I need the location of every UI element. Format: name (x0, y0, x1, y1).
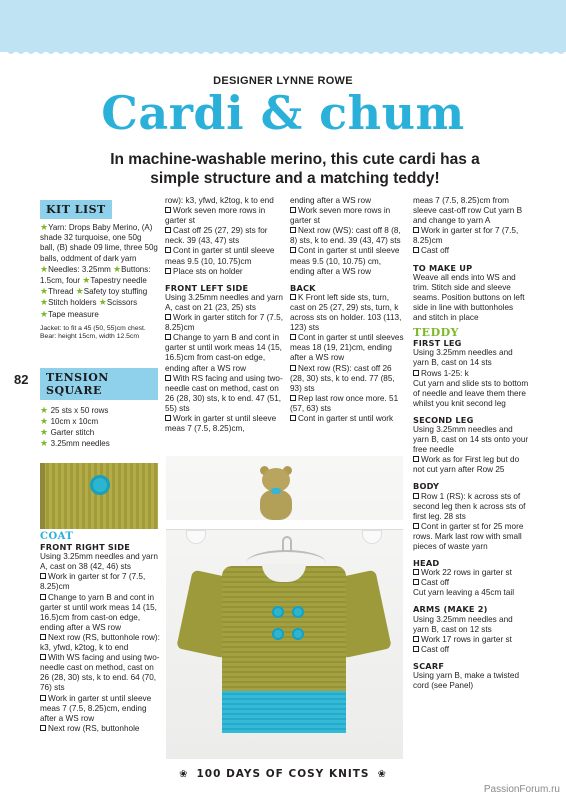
checkbox-icon (290, 365, 296, 371)
checkbox-icon (413, 523, 419, 529)
star-icon: ★ (40, 297, 49, 308)
coat-heading: COAT (40, 531, 74, 542)
step: Work in garter st until sleeve meas 7 (7.5, 8.25)cm, ending after a WS row (40, 693, 152, 723)
step: Work in garter st for 7 (7.5, 8.25)cm (40, 572, 146, 592)
checkbox-icon (290, 395, 296, 401)
checkbox-icon (165, 334, 171, 340)
checkbox-icon (165, 268, 171, 274)
checkbox-icon (165, 415, 171, 421)
step: Cont in garter st until work (290, 414, 404, 424)
checkbox-icon (40, 654, 46, 660)
checkbox-icon (413, 569, 419, 575)
footer-title: 100 DAYS OF COSY KNITS (196, 768, 370, 780)
step: Work seven more rows in garter st (290, 206, 391, 226)
star-icon: ★ (75, 286, 84, 297)
column-3 (290, 196, 404, 424)
flower-icon: ❀ (377, 769, 387, 780)
column-1 (40, 532, 162, 734)
page-number: 82 (14, 372, 29, 387)
step: Next row (RS, buttonhole (40, 724, 162, 734)
tension-item: ★ 25 sts x 50 rows (40, 405, 109, 415)
checkbox-icon (40, 573, 46, 579)
checkbox-icon (413, 247, 419, 253)
step: Row 1 (RS): k across sts of second leg then k across sts of first leg. 28 sts (413, 491, 526, 521)
star-icon: ★ (40, 222, 49, 232)
head-heading: HEAD (413, 558, 440, 569)
arms-heading: ARMS (MAKE 2) (413, 604, 488, 615)
step: Cont in garter st until sleeves meas 18 (19, 21)cm, ending after a WS row (290, 333, 404, 363)
button-detail-photo (40, 463, 158, 529)
make-up-text: Weave all ends into WS and trim. Stitch side and sleeve seams. Position buttons on left side in line with buttonholes and stitch in place (413, 272, 525, 323)
second-leg-intro: Using 3.25mm needles and yarn B, cast on 14 sts onto your free needle (413, 424, 529, 455)
continued-text: meas 7 (7.5, 8.25)cm from sleeve cast-off row Cut yarn B and change to yarn A (413, 196, 523, 226)
star-icon: ★ (40, 286, 49, 297)
page-title: Cardi & chum (101, 86, 465, 140)
star-icon: ★ (98, 297, 107, 308)
kit-item: Buttons: 1.5cm, four (40, 264, 151, 286)
first-leg-heading: FIRST LEG (413, 338, 462, 349)
teddy-heading: TEDDY (413, 326, 460, 340)
cardigan-illustration (184, 566, 384, 736)
step: Rows 1-25: k (413, 369, 529, 379)
front-right-intro: Using 3.25mm needles and yarn A, cast on 38 (42, 46) sts (40, 552, 158, 572)
checkbox-icon (165, 227, 171, 233)
checkbox-icon (165, 375, 171, 381)
checkbox-icon (413, 646, 419, 652)
step: K Front left side sts, turn, cast on 25 (27, 29) sts, turn, k across sts on holder. 103 (113, 123) sts (290, 292, 402, 333)
checkbox-icon (290, 227, 296, 233)
kit-list-box (40, 200, 158, 342)
checkbox-icon (290, 207, 296, 213)
front-right-heading: FRONT RIGHT SIDE (40, 542, 131, 553)
head-outro: Cut yarn leaving a 45cm tail (413, 588, 515, 598)
step: Cast off (413, 645, 529, 655)
kit-list-heading: KIT LIST (40, 200, 112, 219)
step: With RS facing and using two-needle cast on method, cast on 26 (28, 30) sts, k to end. 47 (51, 55) sts (165, 373, 283, 413)
checkbox-icon (290, 334, 296, 340)
size-note: Jacket: to fit a 45 (50, 55)cm chest. Bear: height 15cm, width 12.5cm (40, 324, 146, 341)
flower-icon: ❀ (179, 769, 189, 780)
checkbox-icon (290, 415, 296, 421)
body-heading: BODY (413, 481, 440, 492)
step: Cast off 25 (27, 29) sts for neck. 39 (43, 47) sts (165, 226, 268, 246)
step: Work in garter st for 7 (7.5, 8.25)cm (413, 226, 519, 246)
button-icon (292, 628, 304, 640)
kit-list-items (40, 222, 158, 320)
kit-item: Tape measure (48, 309, 99, 319)
page-footer (0, 768, 566, 780)
step: Rep last row once more. 51 (57, 63) sts (290, 393, 399, 413)
designer-label: DESIGNER (213, 75, 273, 87)
scarf-text: Using yarn B, make a twisted cord (see Panel) (413, 671, 520, 691)
step: Work as for First leg but do not cut yarn after Row 25 (413, 455, 520, 475)
step: Change to yarn B and cont in garter st until work meas 14 (15, 16.5)cm from cast-on edge, ending after a WS row (165, 333, 282, 373)
star-icon: ★ (40, 263, 49, 274)
tension-item: ★ Garter stitch (40, 427, 95, 437)
step: Work 22 rows in garter st (413, 568, 529, 578)
tension-item: ★ 10cm x 10cm (40, 416, 99, 426)
cardigan-photo (166, 456, 403, 759)
continued-text: row): k3, yfwd, k2tog, k to end (165, 196, 274, 205)
step: Next row (RS, buttonhole row): k3, yfwd, k2tog, k to end (40, 632, 160, 653)
second-leg-heading: SECOND LEG (413, 414, 474, 425)
button-icon (272, 628, 284, 640)
star-icon: ★ (40, 438, 51, 448)
checkbox-icon (40, 634, 46, 640)
checkbox-icon (290, 247, 296, 253)
tension-list (40, 405, 158, 449)
column-2 (165, 196, 283, 434)
button-icon (90, 475, 110, 495)
designer-name: LYNNE ROWE (276, 75, 353, 87)
checkbox-icon (413, 227, 419, 233)
page-subtitle: In machine-washable merino, this cute cardi has a simple structure and a matching teddy! (110, 151, 480, 187)
tension-box (40, 368, 158, 449)
step: Next row (WS): cast off 8 (8, 8) sts, k to end. 39 (43, 47) sts (290, 226, 401, 246)
first-leg-outro: Cut yarn and slide sts to bottom of needle and leave them there whilst you knit second leg (413, 378, 529, 408)
button-icon (272, 606, 284, 618)
tension-heading: TENSION SQUARE (40, 368, 158, 400)
checkbox-icon (165, 247, 171, 253)
arms-intro: Using 3.25mm needles and yarn B, cast on 12 sts (413, 614, 513, 634)
star-icon: ★ (82, 275, 91, 286)
scallop-border (0, 46, 566, 58)
step: Work in garter st until sleeve meas 7 (7.5, 8.25)cm, (165, 413, 277, 434)
star-icon: ★ (113, 263, 122, 274)
step: Place sts on holder (165, 267, 283, 277)
step: Cont in garter st until sleeve meas 9.5 (10, 10.75)cm (165, 246, 275, 266)
checkbox-icon (413, 636, 419, 642)
kit-item: Scissors (106, 298, 138, 308)
continued-text: ending after a WS row (290, 196, 372, 205)
step: With WS facing and using two-needle cast on method, cast on 26 (28, 30) sts, k to end. 64 (70, 76) sts (40, 653, 160, 693)
watermark: PassionForum.ru (483, 784, 560, 795)
step: Work in garter stitch for 7 (7.5, 8.25)cm (165, 313, 283, 333)
scarf-heading: SCARF (413, 660, 445, 671)
checkbox-icon (413, 456, 419, 462)
teddy-bear-icon (256, 466, 296, 521)
checkbox-icon (290, 294, 296, 300)
step: Cast off (413, 246, 529, 256)
kit-item: Yarn: Drops Baby Merino, (A) shade 32 turquoise, one 50g ball, (B) shade 09 lime, three 50g balls, oddment of dark yarn (40, 223, 158, 263)
checkbox-icon (413, 493, 419, 499)
kit-item: Thread (48, 287, 74, 297)
back-heading: BACK (290, 282, 316, 293)
checkbox-icon (40, 594, 46, 600)
kit-item: Safety toy stuffing (83, 287, 148, 297)
shelf (166, 520, 403, 530)
checkbox-icon (165, 207, 171, 213)
checkbox-icon (40, 695, 46, 701)
front-left-intro: Using 3.25mm needles and yarn A, cast on 21 (23, 25) sts (165, 292, 283, 312)
tension-item: ★ 3.25mm needles (40, 438, 110, 448)
column-4 (413, 196, 529, 691)
step: Cast off (413, 578, 529, 588)
step: Work seven more rows in garter st (165, 206, 266, 226)
front-left-heading: FRONT LEFT SIDE (165, 282, 249, 293)
star-icon: ★ (40, 308, 49, 319)
star-icon: ★ (40, 405, 51, 415)
step: Cont in garter st until sleeve meas 9.5 (10, 10.75) cm, ending after a WS row (290, 246, 400, 276)
star-icon: ★ (40, 427, 51, 437)
kit-item: Tapestry needle (90, 276, 147, 286)
checkbox-icon (413, 579, 419, 585)
top-decorative-band (0, 0, 566, 52)
step: Cont in garter st for 25 more rows. Mark last row with small pieces of waste yarn (413, 521, 524, 551)
step: Work 17 rows in garter st (413, 635, 529, 645)
step: Change to yarn B and cont in garter st until work meas 14 (15, 16.5)cm from cast-on edge, ending after a WS row (40, 592, 157, 632)
checkbox-icon (165, 314, 171, 320)
star-icon: ★ (40, 416, 51, 426)
make-up-heading: TO MAKE UP (413, 262, 473, 273)
kit-item: Needles: 3.25mm (48, 264, 111, 274)
kit-item: Stitch holders (48, 298, 97, 308)
step: Next row (RS): cast off 26 (28, 30) sts, k to end. 77 (85, 93) sts (290, 363, 395, 393)
checkbox-icon (40, 725, 46, 731)
checkbox-icon (413, 370, 419, 376)
first-leg-intro: Using 3.25mm needles and yarn B, cast on 14 sts (413, 348, 513, 368)
button-icon (292, 606, 304, 618)
